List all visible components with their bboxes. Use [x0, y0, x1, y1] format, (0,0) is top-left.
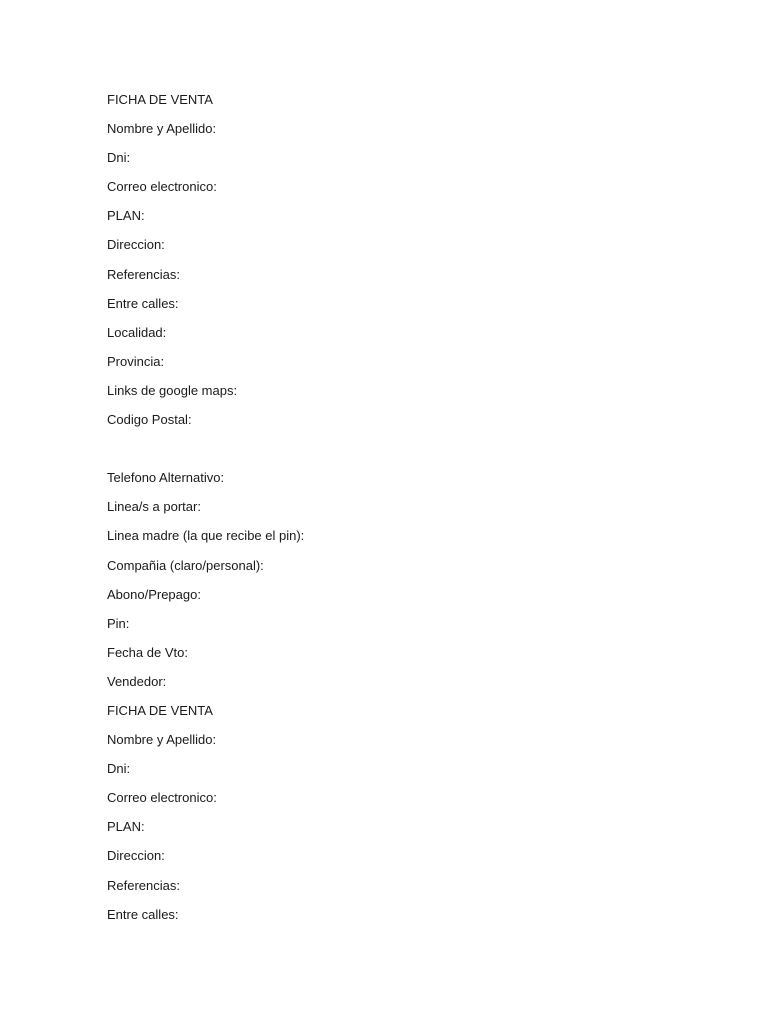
field-label-correo: Correo electronico:	[107, 790, 217, 806]
field-label-dni: Dni:	[107, 150, 131, 166]
field-label-nombre: Nombre y Apellido:	[107, 732, 217, 748]
field-label-localidad: Localidad:	[107, 324, 167, 340]
field-label-lineas-portar: Linea/s a portar:	[107, 499, 201, 515]
field-label-plan: PLAN:	[107, 208, 145, 224]
document-body	[107, 91, 304, 935]
field-label-provincia: Provincia:	[107, 353, 165, 369]
field-label-direccion: Direccion:	[107, 848, 165, 864]
field-label-pin: Pin:	[107, 615, 130, 631]
section-title: FICHA DE VENTA	[107, 92, 213, 107]
field-label-compania: Compañia (claro/personal):	[107, 557, 264, 573]
field-label-plan: PLAN:	[107, 819, 145, 835]
field-label-direccion: Direccion:	[107, 237, 165, 253]
section-title: FICHA DE VENTA	[107, 702, 213, 718]
field-label-nombre: Nombre y Apellido:	[107, 121, 217, 137]
field-label-links-maps: Links de google maps:	[107, 382, 238, 398]
field-label-entre-calles: Entre calles:	[107, 906, 179, 922]
field-label-telefono-alternativo: Telefono Alternativo:	[107, 470, 225, 486]
field-label-referencias: Referencias:	[107, 877, 180, 893]
field-label-abono-prepago: Abono/Prepago:	[107, 586, 201, 602]
field-label-vendedor: Vendedor:	[107, 673, 167, 689]
field-label-entre-calles: Entre calles:	[107, 295, 179, 311]
field-label-referencias: Referencias:	[107, 266, 180, 282]
field-label-dni: Dni:	[107, 761, 131, 777]
field-label-codigo-postal: Codigo Postal:	[107, 412, 192, 428]
field-label-linea-madre: Linea madre (la que recibe el pin):	[107, 528, 305, 544]
field-label-correo: Correo electronico:	[107, 179, 217, 195]
field-label-fecha-vto: Fecha de Vto:	[107, 644, 188, 660]
blank-line	[107, 440, 304, 469]
